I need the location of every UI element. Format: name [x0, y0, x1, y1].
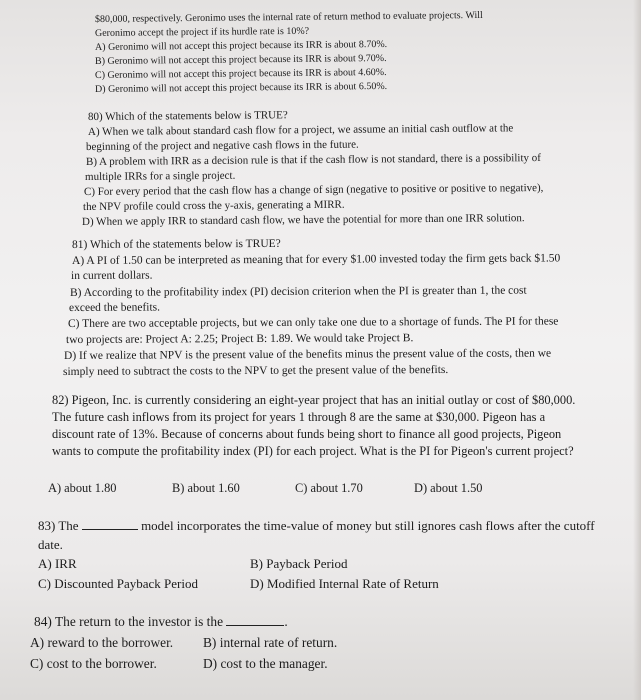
- q80-option-d: D) When we apply IRR to standard cash flow, we have the potential for more than one IRR solution.: [81, 212, 525, 228]
- q83-suffix: model incorporates the time-value of money but still ignores cash flows after the cutoff: [141, 518, 595, 533]
- q80-option-c-cont: the NPV profile could cross the y-axis, generating a MIRR.: [82, 198, 345, 213]
- q82-option-c: C) about 1.70: [295, 481, 363, 495]
- q80-option-b: B) A problem with IRR as a decision rule is that if the cash flow is not standard, there is a possibility of: [85, 152, 541, 168]
- q79-line-2: Geronimo accept the project if its hurdle rate is 10%?: [94, 25, 310, 39]
- q84-option-c: C) cost to the borrower.: [30, 656, 157, 671]
- q83-option-a: A) IRR: [38, 556, 77, 571]
- q83-stem: [38, 518, 595, 534]
- q84-suffix: .: [284, 614, 288, 629]
- q81-option-d-cont: simply need to subtract the costs to the NPV to get the present value of the benefits.: [62, 363, 449, 378]
- page-edge-shadow: [633, 0, 641, 700]
- q82-option-a: A) about 1.80: [48, 481, 117, 495]
- q82-line-3: discount rate of 13%. Because of concerns about funds being short to finance all good projects, Pigeon: [52, 427, 562, 441]
- q81-option-b-cont: exceed the benefits.: [68, 301, 161, 314]
- q81-stem: 81) Which of the statements below is TRUE?: [71, 237, 281, 251]
- q79-option-a: A) Geronimo will not accept this project because its IRR is about 8.70%.: [94, 38, 388, 53]
- q80-option-a-cont: beginning of the project and negative cash flows in the future.: [85, 138, 359, 153]
- q82-line-4: wants to compute the profitability index (PI) for each project. What is the PI for Pigeon's current project?: [52, 444, 574, 458]
- q80-option-a: A) When we talk about standard cash flow for a project, we assume an initial cash outflow at the: [87, 122, 514, 138]
- q81-option-c-cont: two projects are: Project A: 2.25; Project B: 1.89. We would take Project B.: [65, 332, 414, 346]
- q84-stem: [34, 614, 288, 630]
- q83-answer-blank: [82, 528, 138, 530]
- q79-option-c: C) Geronimo will not accept this project because its IRR is about 4.60%.: [94, 66, 387, 81]
- q83-prefix: 83) The: [38, 518, 79, 533]
- q80-stem: 80) Which of the statements below is TRUE?: [87, 109, 288, 123]
- q84-option-b: B) internal rate of return.: [203, 635, 338, 650]
- q81-option-b: B) According to the profitability index (PI) decision criterion when the PI is greater than 1, the cost: [69, 284, 527, 299]
- q84-answer-blank: [226, 624, 284, 626]
- q81-option-d: D) If we realize that NPV is the present value of the benefits minus the present value of the costs, then we: [63, 347, 552, 362]
- q82-option-d: D) about 1.50: [414, 481, 483, 495]
- q81-option-c: C) There are two acceptable projects, but we can only take one due to a shortage of funds. The PI for these: [67, 315, 559, 330]
- q83-option-b: B) Payback Period: [250, 556, 348, 571]
- q81-option-a-cont: in current dollars.: [70, 269, 153, 282]
- q81-option-a: A) A PI of 1.50 can be interpreted as meaning that for every $1.00 invested today the firm gets back $1.50: [71, 252, 561, 267]
- q84-prefix: 84) The return to the investor is the: [34, 614, 224, 629]
- q80-option-c: C) For every period that the cash flow has a change of sign (negative to positive or positive to negative),: [83, 181, 544, 198]
- q82-line-1: 82) Pigeon, Inc. is currently considering an eight-year project that has an initial outlay or cost of $80,000.: [52, 393, 576, 407]
- q83-option-c: C) Discounted Payback Period: [38, 576, 198, 591]
- q82-option-b: B) about 1.60: [172, 481, 240, 495]
- q82-line-2: The future cash inflows from its project for years 1 through 8 are the same at $30,000. Pigeon has a: [52, 410, 546, 424]
- q79-option-d: D) Geronimo will not accept this project because its IRR is about 6.50%.: [94, 80, 388, 95]
- q84-option-d: D) cost to the manager.: [203, 656, 328, 671]
- q79-line-1: $80,000, respectively. Geronimo uses the internal rate of return method to evaluate projects. Will: [94, 9, 483, 25]
- q84-option-a: A) reward to the borrower.: [30, 635, 174, 650]
- q79-option-b: B) Geronimo will not accept this project because its IRR is about 9.70%.: [94, 52, 387, 67]
- q83-option-d: D) Modified Internal Rate of Return: [250, 576, 439, 591]
- q83-stem-cont: date.: [38, 537, 63, 552]
- q80-option-b-cont: multiple IRRs for a single project.: [84, 169, 236, 183]
